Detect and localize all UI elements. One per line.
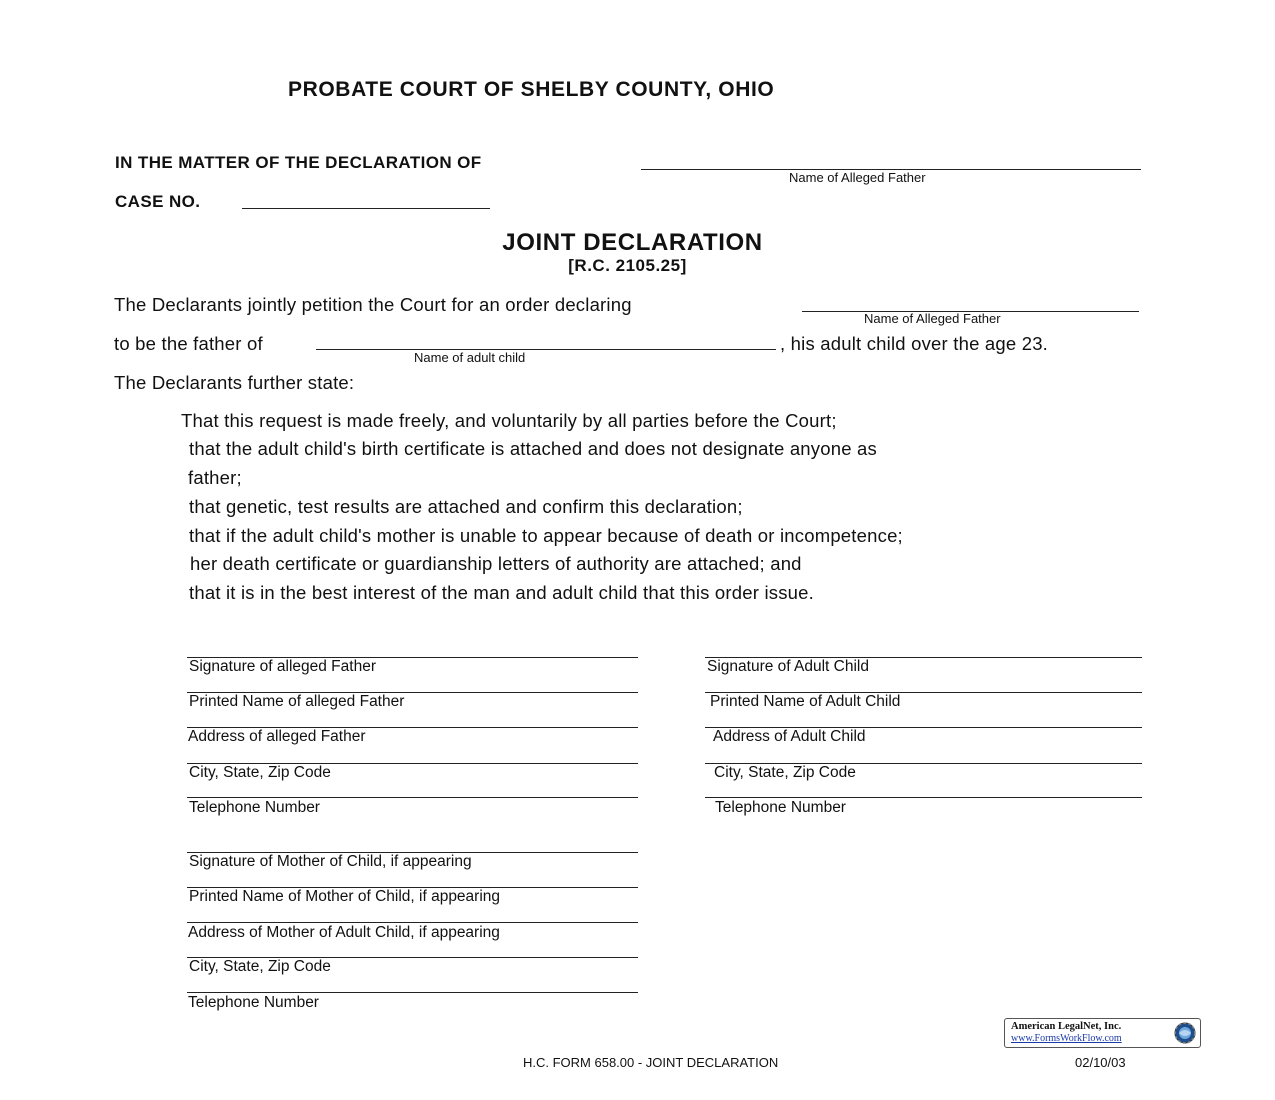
- mother-phone-label: Telephone Number: [188, 994, 319, 1011]
- mother-printed-name-label: Printed Name of Mother of Child, if appearing: [189, 888, 501, 905]
- statement-line: her death certificate or guardianship letters of authority are attached; and: [190, 553, 802, 574]
- petition-line-2-end: , his adult child over the age 23.: [780, 333, 1049, 354]
- petition-father-caption: Name of Alleged Father: [864, 311, 1001, 326]
- logo-url-link[interactable]: www.FormsWorkFlow.com: [1011, 1033, 1122, 1044]
- mother-address-line[interactable]: [187, 922, 638, 923]
- statement-line: father;: [188, 467, 242, 488]
- child-printed-name-label: Printed Name of Adult Child: [710, 693, 901, 710]
- court-title: PROBATE COURT OF SHELBY COUNTY, OHIO: [288, 78, 775, 101]
- child-phone-line[interactable]: [705, 797, 1142, 798]
- mother-address-label: Address of Mother of Adult Child, if appearing: [188, 924, 500, 941]
- adult-child-name-field[interactable]: [316, 349, 776, 350]
- case-no-label: CASE NO.: [115, 192, 201, 211]
- statement-line: that it is in the best interest of the man and adult child that this order issue.: [189, 582, 814, 603]
- father-address-label: Address of alleged Father: [188, 728, 366, 745]
- document-title: JOINT DECLARATION: [502, 229, 763, 256]
- father-phone-label: Telephone Number: [189, 799, 320, 816]
- child-city-label: City, State, Zip Code: [714, 764, 856, 781]
- form-number: H.C. FORM 658.00 - JOINT DECLARATION: [523, 1055, 779, 1070]
- statement-line: That this request is made freely, and voluntarily by all parties before the Court;: [181, 410, 837, 431]
- globe-icon: [1173, 1021, 1197, 1045]
- father-signature-label: Signature of alleged Father: [189, 658, 376, 675]
- statement-line: that if the adult child's mother is unable to appear because of death or incompetence;: [189, 525, 903, 546]
- petition-line-1: The Declarants jointly petition the Court for an order declaring: [114, 294, 632, 315]
- father-phone-line[interactable]: [187, 797, 638, 798]
- matter-caption: Name of Alleged Father: [789, 170, 926, 185]
- mother-phone-line[interactable]: [187, 992, 638, 993]
- mother-city-label: City, State, Zip Code: [189, 958, 331, 975]
- legalnet-logo[interactable]: [1004, 1018, 1201, 1048]
- child-signature-label: Signature of Adult Child: [707, 658, 869, 675]
- adult-child-caption: Name of adult child: [414, 350, 526, 365]
- child-phone-label: Telephone Number: [715, 799, 846, 816]
- father-printed-name-label: Printed Name of alleged Father: [189, 693, 405, 710]
- child-address-label: Address of Adult Child: [713, 728, 866, 745]
- statement-line: that the adult child's birth certificate is attached and does not designate anyone as: [189, 438, 877, 459]
- petition-line-2-start: to be the father of: [114, 333, 263, 354]
- logo-company-name: American LegalNet, Inc.: [1011, 1021, 1122, 1032]
- statement-line: that genetic, test results are attached and confirm this declaration;: [189, 496, 743, 517]
- case-no-field[interactable]: [242, 208, 490, 209]
- father-city-label: City, State, Zip Code: [189, 764, 331, 781]
- matter-label: IN THE MATTER OF THE DECLARATION OF: [115, 153, 482, 172]
- statute-reference: [R.C. 2105.25]: [568, 256, 687, 275]
- petition-line-3: The Declarants further state:: [114, 372, 355, 393]
- mother-signature-label: Signature of Mother of Child, if appearing: [189, 853, 472, 870]
- form-date: 02/10/03: [1075, 1055, 1126, 1070]
